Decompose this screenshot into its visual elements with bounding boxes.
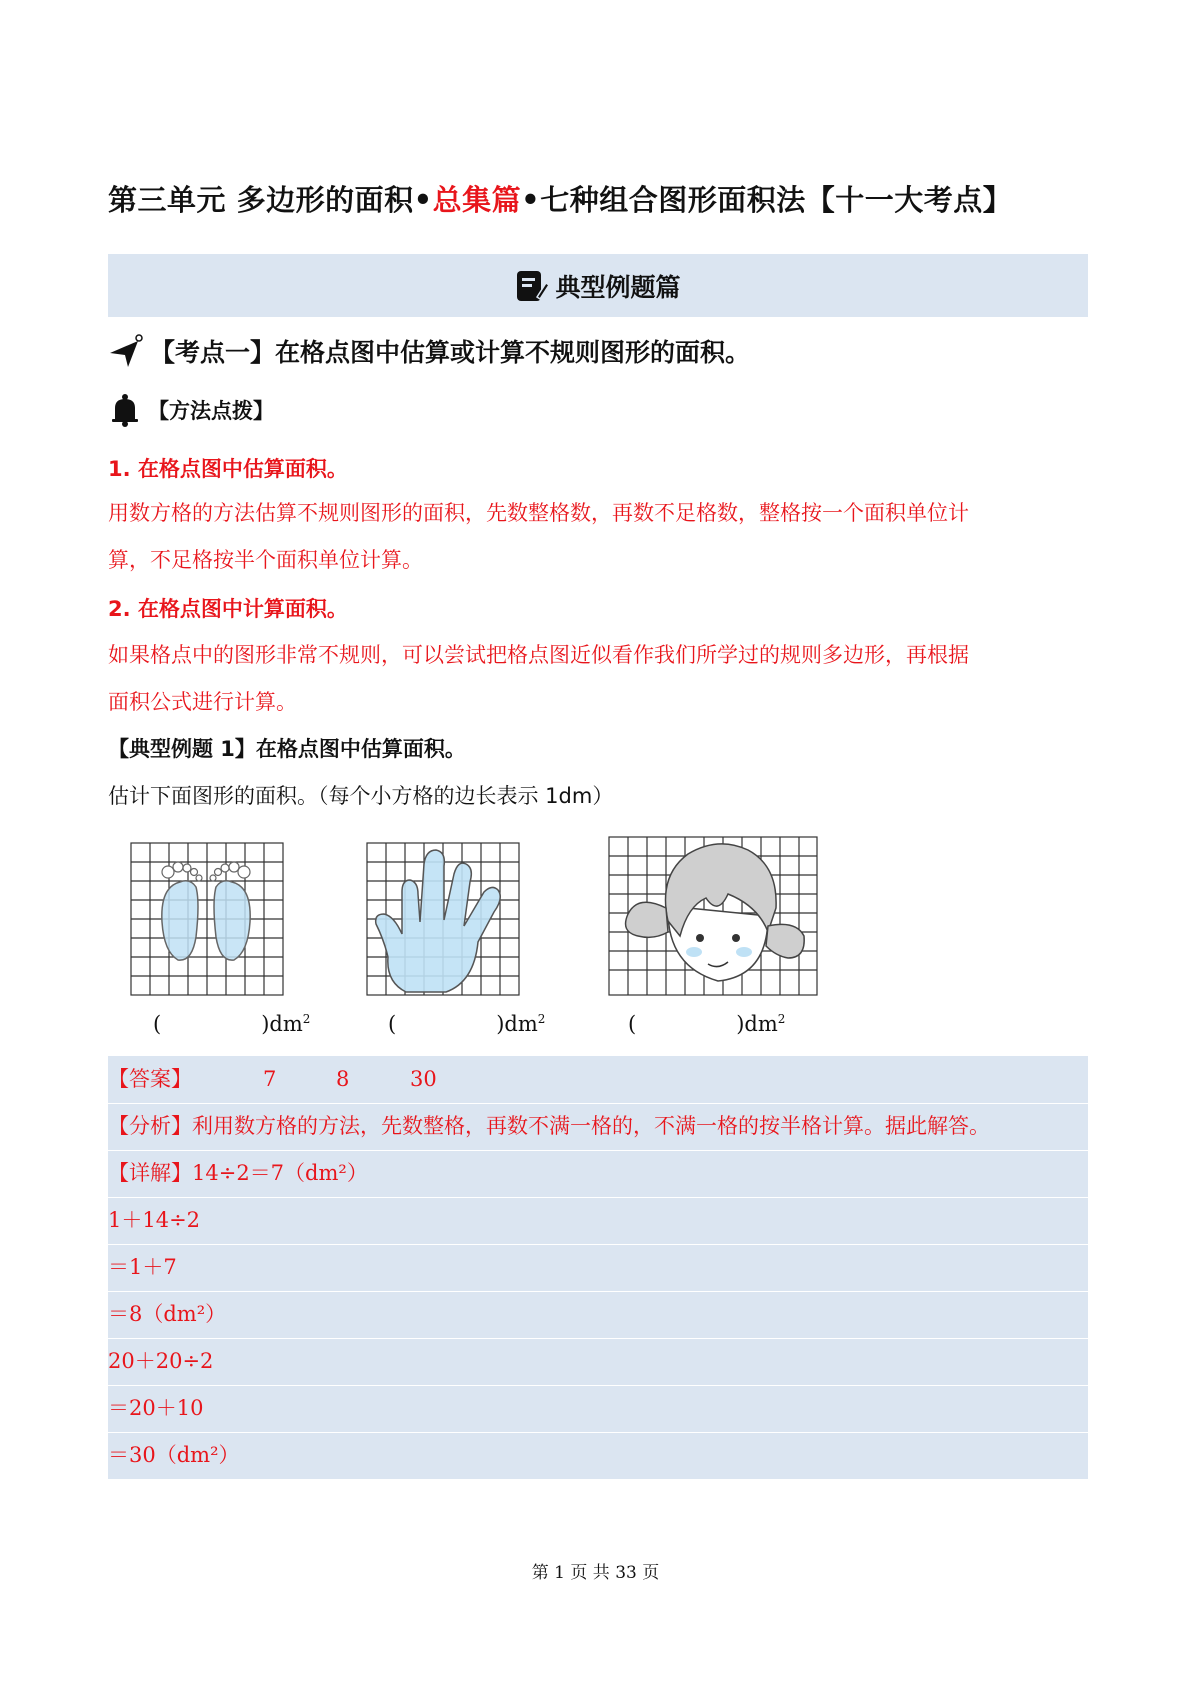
location-arrow-icon: [108, 333, 144, 369]
answer-value-3: 30: [410, 1067, 437, 1091]
title-part3: •七种组合图形面积法【十一大考点】: [521, 183, 1013, 217]
blank-1[interactable]: ( )$dm^2$: [153, 1012, 311, 1036]
answer-value-2: 8: [336, 1067, 350, 1091]
tip-heading-2: 2. 在格点图中计算面积。: [108, 597, 348, 621]
page-title: [108, 178, 1108, 219]
calc-line-6: ＝30（dm²）: [108, 1432, 1088, 1480]
tip-text-1a: 用数方格的方法估算不规则图形的面积，先数整格数，再数不足格数，整格按一个面积单位计: [108, 501, 969, 525]
figures-row: [108, 830, 828, 1010]
left-pigtail: [626, 902, 668, 937]
calc-line-2: ＝1＋7: [108, 1244, 1088, 1292]
calc-line-4: 20＋20÷2: [108, 1338, 1088, 1386]
girl-face-figure: [608, 836, 818, 996]
left-footprint: [162, 881, 198, 960]
answer-value-1: 7: [263, 1067, 277, 1091]
blank-3[interactable]: ( )$dm^2$: [628, 1012, 786, 1036]
answer-panel: [108, 1056, 1088, 1480]
detail-first: 14÷2＝7（dm²）: [192, 1161, 368, 1185]
detail-label: 【详解】: [108, 1161, 192, 1185]
example-title: 【典型例题 1】在格点图中估算面积。: [108, 737, 466, 761]
method-label: 【方法点拨】: [148, 399, 274, 423]
blank-2[interactable]: ( )$dm^2$: [388, 1012, 546, 1036]
calc-line-1: 1＋14÷2: [108, 1197, 1088, 1245]
section-banner: [108, 254, 1088, 317]
footprints-figure: [130, 842, 284, 996]
kaodian-heading: [108, 333, 750, 369]
calc-line-3: ＝8（dm²）: [108, 1291, 1088, 1339]
title-part1: 第三单元 多边形的面积•: [108, 183, 433, 217]
example-question: 估计下面图形的面积。（每个小方格的边长表示 1dm）: [108, 784, 614, 808]
method-heading: [110, 393, 274, 427]
banner-title: 典型例题篇: [555, 272, 681, 302]
answer-label: 【答案】: [108, 1067, 192, 1091]
hand-figure: [366, 842, 520, 996]
tip-text-2a: 如果格点中的图形非常不规则，可以尝试把格点图近似看作我们所学过的规则多边形，再根据: [108, 643, 969, 667]
answer-line: [108, 1056, 1088, 1104]
tip-heading-1: 1. 在格点图中估算面积。: [108, 457, 348, 481]
calc-line-5: ＝20＋10: [108, 1385, 1088, 1433]
page-footer: 第 1 页 共 33 页: [531, 1563, 660, 1583]
tip-text-2b: 面积公式进行计算。: [108, 690, 297, 714]
analysis-line: 【分析】利用数方格的方法，先数整格，再数不满一格的，不满一格的按半格计算。据此解答。: [108, 1103, 1088, 1151]
right-pigtail: [766, 924, 804, 958]
title-highlight: 总集篇: [432, 183, 522, 217]
kaodian-text: 【考点一】在格点图中估算或计算不规则图形的面积。: [150, 338, 751, 367]
detail-line: [108, 1150, 1088, 1198]
answer-blanks: [108, 1012, 868, 1052]
right-footprint: [214, 881, 250, 960]
tip-text-1b: 算，不足格按半个面积单位计算。: [108, 548, 423, 572]
bell-icon: [110, 393, 140, 427]
notebook-pen-icon: [515, 269, 549, 303]
